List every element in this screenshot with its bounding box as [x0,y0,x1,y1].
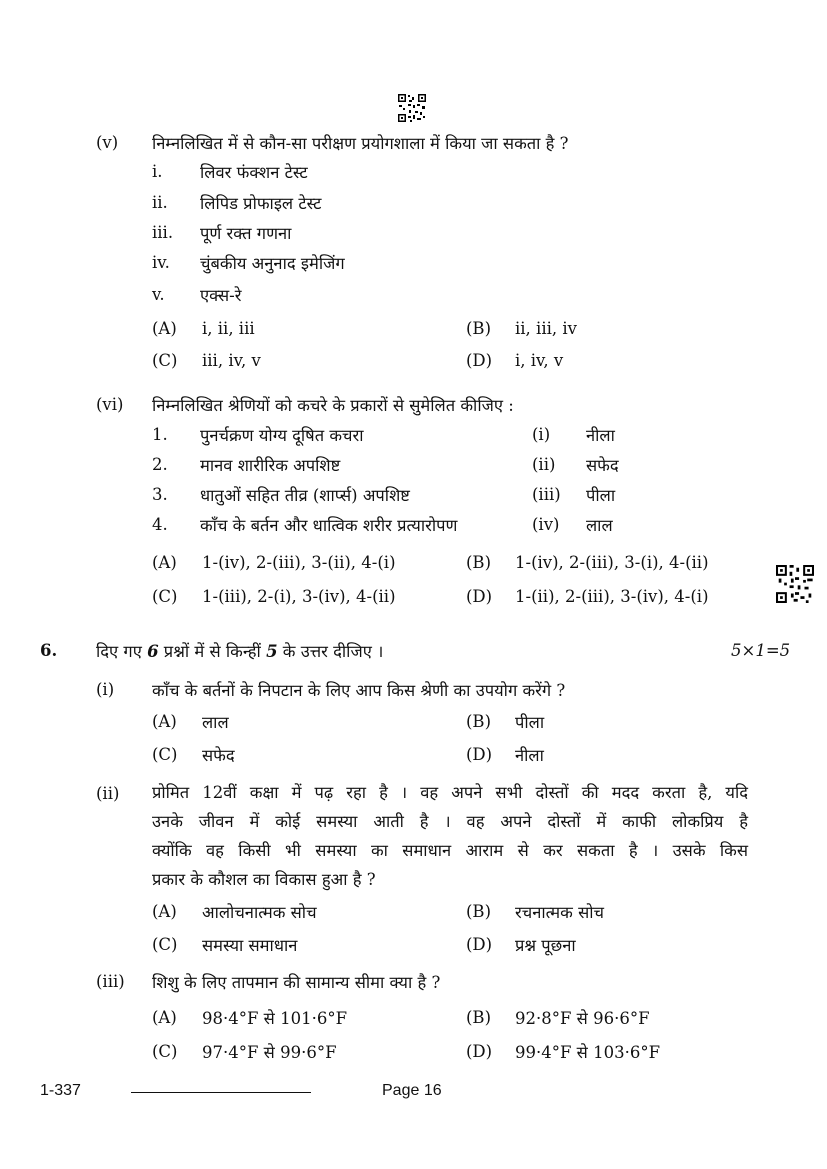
option-key: (B) [466,712,491,731]
match-right-number: (i) [532,425,551,444]
question-text: काँच के बर्तनों के निपटान के लिए आप किस श्रेणी का उपयोग करेंगे ? [152,681,566,700]
question-text: शिशु के लिए तापमान की सामान्य सीमा क्या है ? [152,973,441,992]
option-text: 92·8°F से 96·6°F [515,1009,650,1028]
option-text: 1-(iv), 2-(iii), 3-(ii), 4-(i) [202,553,396,572]
list-item-text: चुंबकीय अनुनाद इमेजिंग [200,254,345,273]
list-item-text: लिवर फंक्शन टेस्ट [200,163,308,182]
option-key: (D) [466,935,493,954]
match-right-text: सफेद [586,456,619,475]
match-right-number: (iv) [532,515,560,534]
option-key: (C) [152,1042,178,1061]
option-key: (D) [466,587,493,606]
list-item-text: एक्स-रे [200,286,242,305]
instruction-part: के उत्तर दीजिए । [277,642,384,661]
option-text: iii, iv, v [202,351,261,370]
option-text: ii, iii, iv [515,319,577,338]
option-text: i, ii, iii [202,319,255,338]
footer-rule [131,1092,311,1093]
match-left-number: 1. [152,425,168,444]
qr-code-side [776,565,814,603]
option-text: पीला [515,713,545,732]
match-left-number: 2. [152,455,168,474]
match-left-text: मानव शारीरिक अपशिष्ट [200,456,341,475]
option-text: रचनात्मक सोच [515,903,604,922]
option-key: (D) [466,745,493,764]
match-right-text: लाल [586,516,613,535]
match-left-number: 3. [152,485,168,504]
option-key: (A) [152,319,177,338]
option-key: (A) [152,902,177,921]
option-text: लाल [202,713,229,732]
instruction-part: प्रश्नों में से किन्हीं [158,642,267,661]
option-key: (B) [466,553,491,572]
match-left-text: धातुओं सहित तीव्र (शार्प्स) अपशिष्ट [200,486,410,505]
option-key: (A) [152,553,177,572]
qr-code-top [398,94,426,122]
question-number: 6. [40,641,58,660]
instruction-part: दिए गए [96,642,148,661]
paragraph-line: प्रकार के कौशल का विकास हुआ है ? [152,870,376,889]
page-number: Page 16 [382,1082,442,1099]
question-number: (vi) [96,395,124,414]
option-key: (D) [466,1042,493,1061]
marks-label: 5×1=5 [731,641,791,660]
paper-code: 1-337 [40,1082,81,1099]
list-item-number: v. [152,285,165,304]
list-item-text: पूर्ण रक्त गणना [200,224,292,243]
match-right-text: नीला [586,426,615,445]
option-key: (B) [466,1008,491,1027]
list-item-text: लिपिड प्रोफाइल टेस्ट [200,194,322,213]
option-text: नीला [515,746,544,765]
question-text: निम्नलिखित श्रेणियों को कचरे के प्रकारों से सुमेलित कीजिए : [152,396,514,415]
question-number: (iii) [96,972,125,991]
option-text: 97·4°F से 99·6°F [202,1043,337,1062]
instruction-count-total: 6 [147,642,159,661]
question-number: (v) [96,133,119,152]
option-key: (C) [152,935,178,954]
option-text: 99·4°F से 103·6°F [515,1043,661,1062]
match-right-text: पीला [586,486,616,505]
option-key: (D) [466,351,493,370]
option-key: (C) [152,587,178,606]
paragraph-line: उनके जीवन में कोई समस्या आती है । वह अपने दोस्तों में काफी लोकप्रिय है [152,812,748,831]
match-right-number: (iii) [532,485,561,504]
match-left-text: काँच के बर्तन और धात्विक शरीर प्रत्यारोपण [200,516,458,535]
question-number: (i) [96,680,115,699]
match-left-text: पुनर्चक्रण योग्य दूषित कचरा [200,426,364,445]
match-right-number: (ii) [532,455,556,474]
option-text: सफेद [202,746,235,765]
option-key: (B) [466,902,491,921]
paragraph-line: प्रोमित 12वीं कक्षा में पढ़ रहा है । वह अपने सभी दोस्तों की मदद करता है, यदि [152,783,748,802]
question-text: निम्नलिखित में से कौन-सा परीक्षण प्रयोगशाला में किया जा सकता है ? [152,134,569,153]
option-key: (C) [152,351,178,370]
option-key: (B) [466,319,491,338]
option-text: i, iv, v [515,351,564,370]
option-text: 1-(ii), 2-(iii), 3-(iv), 4-(i) [515,587,709,606]
option-key: (A) [152,1008,177,1027]
question-paragraph [152,778,748,894]
question-number: (ii) [96,784,120,803]
list-item-number: iii. [152,223,174,242]
option-key: (C) [152,745,178,764]
option-text: 1-(iv), 2-(iii), 3-(i), 4-(ii) [515,553,709,572]
list-item-number: i. [152,162,163,181]
section-instruction [96,639,383,662]
option-text: समस्या समाधान [202,936,298,955]
instruction-count-answer: 5 [266,642,278,661]
option-text: आलोचनात्मक सोच [202,903,317,922]
option-text: 98·4°F से 101·6°F [202,1009,348,1028]
match-left-number: 4. [152,515,168,534]
list-item-number: ii. [152,193,168,212]
paragraph-line: क्योंकि वह किसी भी समस्या का समाधान आराम से कर सकता है । उसके किस [152,841,748,860]
option-key: (A) [152,712,177,731]
option-text: प्रश्न पूछना [515,936,576,955]
option-text: 1-(iii), 2-(i), 3-(iv), 4-(ii) [202,587,396,606]
list-item-number: iv. [152,253,170,272]
